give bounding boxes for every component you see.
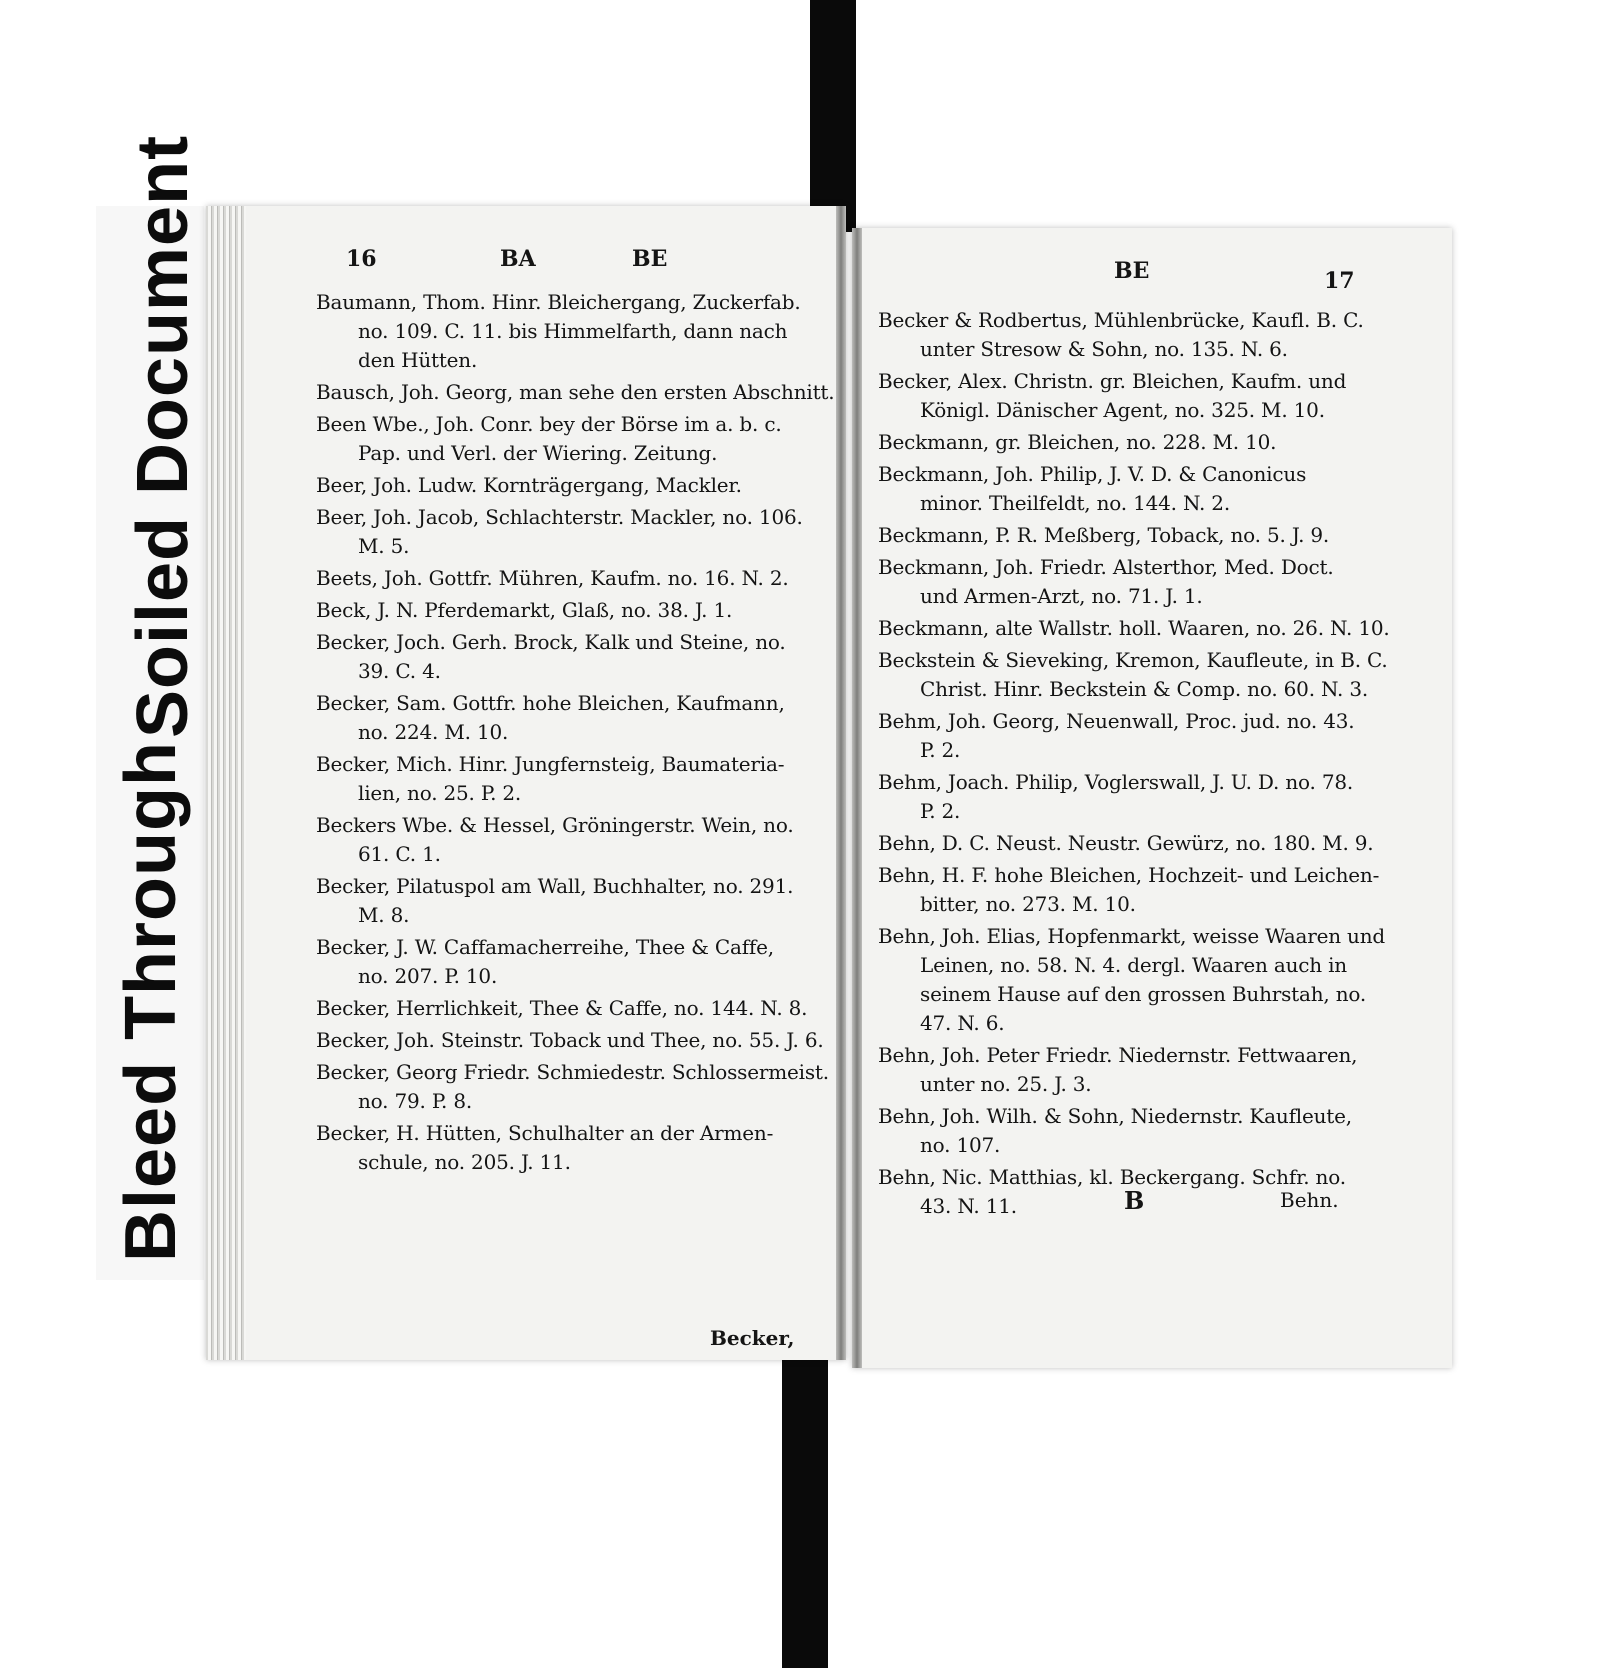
entry-continuation-line: schule, no. 205. J. 11. (358, 1150, 571, 1174)
directory-entry (316, 628, 834, 686)
directory-entry (878, 861, 1390, 919)
entry-first-line: Behm, Joh. Georg, Neuenwall, Proc. jud. no. 43. (878, 709, 1355, 733)
entry-first-line: Behn, Joh. Elias, Hopfenmarkt, weisse Waaren und (878, 924, 1386, 948)
spine-bar-bottom (782, 1350, 828, 1668)
page-number: 16 (346, 246, 377, 272)
gutter-shadow (836, 206, 846, 1360)
entry-first-line: Bausch, Joh. Georg, man sehe den ersten Abschnitt. (316, 380, 835, 404)
directory-entry (316, 378, 834, 407)
entry-first-line: Beckstein & Sieveking, Kremon, Kaufleute, in B. C. (878, 648, 1388, 672)
entry-continuation-line: unter Stresow & Sohn, no. 135. N. 6. (920, 337, 1288, 361)
entry-continuation-line: no. 207. P. 10. (358, 964, 498, 988)
page-edges (206, 206, 246, 1360)
entry-continuation-line: 39. C. 4. (358, 659, 441, 683)
entry-continuation-line: M. 5. (358, 534, 410, 558)
entry-first-line: Becker, J. W. Caffamacherreihe, Thee & Caffe, (316, 935, 774, 959)
directory-entry (316, 503, 834, 561)
directory-entry (878, 306, 1390, 364)
entry-first-line: Becker, Sam. Gottfr. hohe Bleichen, Kaufmann, (316, 691, 785, 715)
directory-entries (316, 288, 834, 1180)
entry-continuation-line: unter no. 25. J. 3. (920, 1072, 1092, 1096)
entry-continuation-line: Pap. und Verl. der Wiering. Zeitung. (358, 441, 718, 465)
entry-first-line: Behn, D. C. Neust. Neustr. Gewürz, no. 180. M. 9. (878, 831, 1374, 855)
directory-entry (878, 367, 1390, 425)
directory-entries (878, 306, 1390, 1224)
entry-continuation-line: Leinen, no. 58. N. 4. dergl. Waaren auch in (920, 953, 1347, 977)
entry-first-line: Behm, Joach. Philip, Voglerswall, J. U. D. no. 78. (878, 770, 1354, 794)
entry-continuation-line: 47. N. 6. (920, 1011, 1005, 1035)
entry-continuation-line: 43. N. 11. (920, 1194, 1017, 1218)
entry-continuation-line: Königl. Dänischer Agent, no. 325. M. 10. (920, 398, 1325, 422)
entry-first-line: Beets, Joh. Gottfr. Mühren, Kaufm. no. 16. N. 2. (316, 566, 789, 590)
entry-continuation-line: no. 224. M. 10. (358, 720, 509, 744)
entry-first-line: Beckmann, Joh. Philip, J. V. D. & Canonicus (878, 462, 1307, 486)
entry-continuation-line: M. 8. (358, 903, 410, 927)
directory-entry (316, 1058, 834, 1116)
directory-entry (316, 1119, 834, 1177)
entry-first-line: Becker, Georg Friedr. Schmiedestr. Schlossermeist. (316, 1060, 829, 1084)
catchword: Behn. (1280, 1188, 1339, 1212)
entry-first-line: Becker, Joch. Gerh. Brock, Kalk und Steine, no. (316, 630, 786, 654)
directory-entry (878, 521, 1390, 550)
entry-first-line: Behn, Nic. Matthias, kl. Beckergang. Schfr. no. (878, 1165, 1346, 1189)
entry-continuation-line: lien, no. 25. P. 2. (358, 781, 522, 805)
directory-entry (878, 646, 1390, 704)
left-page (206, 206, 846, 1360)
entry-continuation-line: und Armen-Arzt, no. 71. J. 1. (920, 584, 1203, 608)
directory-entry (316, 596, 834, 625)
entry-continuation-line: 61. C. 1. (358, 842, 441, 866)
entry-first-line: Behn, Joh. Wilh. & Sohn, Niedernstr. Kaufleute, (878, 1104, 1352, 1128)
running-head: BE (1114, 258, 1150, 284)
bleed-through-label: Bleed Through (111, 741, 191, 1262)
directory-entry (316, 288, 834, 375)
signature-mark: B (1124, 1186, 1145, 1215)
directory-entry (878, 922, 1390, 1038)
directory-entry (316, 564, 834, 593)
entry-first-line: Beckmann, P. R. Meßberg, Toback, no. 5. J. 9. (878, 523, 1330, 547)
entry-first-line: Behn, H. F. hohe Bleichen, Hochzeit- und Leichen- (878, 863, 1380, 887)
running-head-right: BE (632, 246, 668, 272)
entry-first-line: Beck, J. N. Pferdemarkt, Glaß, no. 38. J. 1. (316, 598, 733, 622)
entry-first-line: Been Wbe., Joh. Conr. bey der Börse im a. b. c. (316, 412, 782, 436)
directory-entry (316, 410, 834, 468)
entry-continuation-line: bitter, no. 273. M. 10. (920, 892, 1136, 916)
directory-entry (878, 707, 1390, 765)
entry-continuation-line: P. 2. (920, 738, 961, 762)
spine-bar-top (810, 0, 856, 232)
entry-first-line: Beer, Joh. Jacob, Schlachterstr. Mackler, no. 106. (316, 505, 803, 529)
entry-first-line: Becker, Alex. Christn. gr. Bleichen, Kaufm. und (878, 369, 1347, 393)
gutter-shadow (852, 228, 862, 1368)
entry-continuation-line: P. 2. (920, 799, 961, 823)
directory-entry (316, 933, 834, 991)
entry-continuation-line: no. 107. (920, 1133, 1001, 1157)
directory-entry (878, 768, 1390, 826)
entry-continuation-line: no. 109. C. 11. bis Himmelfarth, dann nach (358, 319, 788, 343)
entry-first-line: Behn, Joh. Peter Friedr. Niedernstr. Fettwaaren, (878, 1043, 1358, 1067)
entry-first-line: Becker, Joh. Steinstr. Toback und Thee, no. 55. J. 6. (316, 1028, 824, 1052)
directory-entry (878, 553, 1390, 611)
directory-entry (878, 1102, 1390, 1160)
entry-first-line: Beckmann, alte Wallstr. holl. Waaren, no. 26. N. 10. (878, 616, 1390, 640)
directory-entry (878, 428, 1390, 457)
soiled-document-label: Soiled Document (123, 134, 203, 738)
directory-entry (316, 994, 834, 1023)
entry-first-line: Beer, Joh. Ludw. Kornträgergang, Mackler. (316, 473, 742, 497)
entry-first-line: Baumann, Thom. Hinr. Bleichergang, Zuckerfab. (316, 290, 801, 314)
entry-continuation-line: no. 79. P. 8. (358, 1089, 473, 1113)
entry-first-line: Becker & Rodbertus, Mühlenbrücke, Kaufl. B. C. (878, 308, 1364, 332)
entry-continuation-line: Christ. Hinr. Beckstein & Comp. no. 60. N. 3. (920, 677, 1369, 701)
catchword: Becker, (710, 1326, 795, 1350)
directory-entry (316, 471, 834, 500)
directory-entry (316, 750, 834, 808)
entry-first-line: Becker, Mich. Hinr. Jungfernsteig, Baumateria- (316, 752, 785, 776)
right-page (852, 228, 1452, 1368)
directory-entry (878, 829, 1390, 858)
entry-first-line: Becker, Herrlichkeit, Thee & Caffe, no. 144. N. 8. (316, 996, 808, 1020)
directory-entry (878, 614, 1390, 643)
entry-first-line: Beckers Wbe. & Hessel, Gröningerstr. Wein, no. (316, 813, 794, 837)
entry-continuation-line: minor. Theilfeldt, no. 144. N. 2. (920, 491, 1230, 515)
entry-first-line: Becker, Pilatuspol am Wall, Buchhalter, no. 291. (316, 874, 794, 898)
directory-entry (316, 689, 834, 747)
entry-continuation-line: den Hütten. (358, 348, 478, 372)
directory-entry (316, 872, 834, 930)
entry-first-line: Beckmann, gr. Bleichen, no. 228. M. 10. (878, 430, 1277, 454)
running-head-left: BA (500, 246, 536, 272)
entry-first-line: Becker, H. Hütten, Schulhalter an der Armen- (316, 1121, 774, 1145)
directory-entry (316, 1026, 834, 1055)
page-number: 17 (1324, 268, 1355, 294)
directory-entry (316, 811, 834, 869)
entry-continuation-line: seinem Hause auf den grossen Buhrstah, no. (920, 982, 1367, 1006)
directory-entry (878, 1041, 1390, 1099)
directory-entry (878, 460, 1390, 518)
entry-first-line: Beckmann, Joh. Friedr. Alsterthor, Med. Doct. (878, 555, 1334, 579)
